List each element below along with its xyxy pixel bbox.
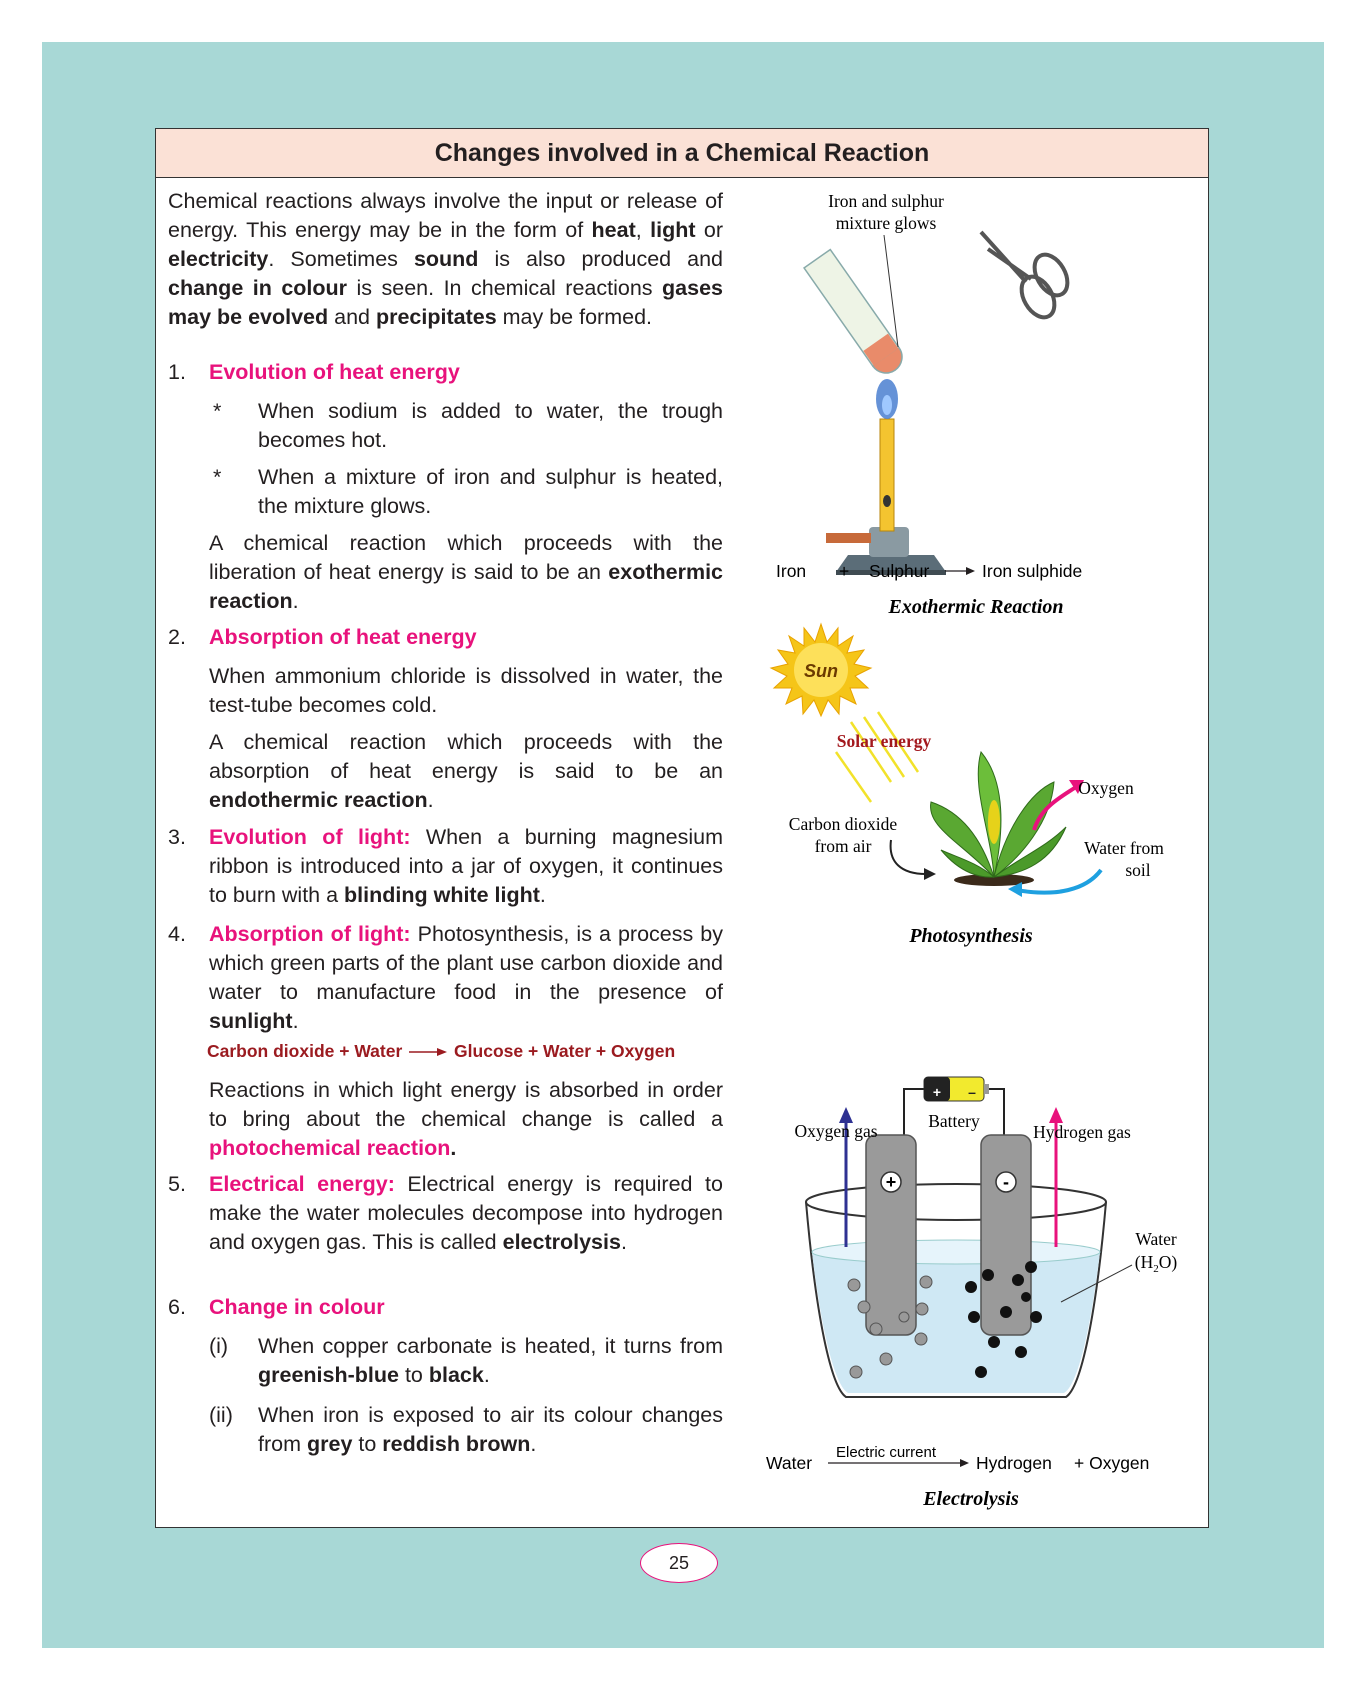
- plant-icon: [931, 752, 1066, 886]
- eq-product: Iron sulphide: [982, 561, 1083, 581]
- eq-plus: +: [839, 561, 850, 581]
- ammonium-chloride-text: When ammonium chloride is dissolved in water, the test-tube becomes cold.: [209, 664, 723, 717]
- electrolysis-figure: [766, 1067, 1206, 1527]
- photosynthesis-figure: [776, 612, 1206, 962]
- endothermic-definition: A chemical reaction which proceeds with the absorption of heat energy is said to be an endothermic reaction.: [209, 730, 723, 812]
- bullet-2: When a mixture of iron and sulphur is heated, the mixture glows.: [258, 465, 723, 518]
- arrow-icon: [407, 1046, 449, 1058]
- section-2-heading: Absorption of heat energy: [209, 625, 477, 649]
- solar-rays: [836, 712, 918, 802]
- item-i-label: (i): [209, 1334, 229, 1358]
- intro-paragraph: Chemical reactions always involve the input or release of energy. This energy may be in the form of heat, light or electricity. Sometimes sound is also produced and change in colour is seen. In chemical reactions gases may be evolved and precipitates may be formed.: [168, 189, 724, 329]
- oxygen-label: Oxygen: [1078, 778, 1134, 798]
- sun-label: Sun: [804, 661, 838, 681]
- item-ii: When iron is exposed to air its colour changes from grey to reddish brown.: [258, 1403, 723, 1456]
- wire-left: [904, 1089, 924, 1137]
- section-4: Absorption of light: Photosynthesis, is a process by which green parts of the plant use carbon dioxide and water to manufacture food in the presence of sunlight.: [209, 922, 724, 1033]
- section-3-number: 3.: [168, 825, 186, 849]
- section-4-number: 4.: [168, 922, 186, 946]
- page-number: 25: [640, 1543, 718, 1583]
- bullet: *: [213, 465, 222, 489]
- eq-hydrogen: Hydrogen: [976, 1453, 1052, 1473]
- section-5: Electrical energy: Electrical energy is required to make the water molecules decompose into hydrogen and oxygen gas. This is called electrolysis.: [209, 1172, 723, 1254]
- page-title: Changes involved in a Chemical Reaction: [156, 129, 1208, 178]
- bullet-1: When sodium is added to water, the trough becomes hot.: [258, 399, 723, 452]
- water-label: Water: [1135, 1229, 1177, 1249]
- test-tube: [804, 250, 908, 380]
- solar-energy-label: Solar energy: [836, 731, 932, 751]
- exothermic-definition: A chemical reaction which proceeds with the liberation of heat energy is said to be an exothermic reaction.: [209, 531, 723, 613]
- wire-right: [984, 1089, 1004, 1137]
- battery-icon: [924, 1077, 989, 1101]
- content-box: Changes involved in a Chemical Reaction Chemical reactions always involve the input or release of energy. This energy may be in the form of heat, light or electricity. Sometimes sound is also produced and change in colour is seen. In chemical reactions gases may be evolved and precipitates may be formed. 1. Evolution of heat energy * When sodium is added to water, the trough becomes hot. * When a mixture of iron and sulphur is heated, the mixture glows. A chemical reaction which proceeds with the liberation of heat energy is said to be an exothermic reaction. 2. Absorption of heat energy When ammonium chloride is dissolved in water, the test-tube becomes cold. A chemical reaction which proceeds with the absorption of heat energy is said to be an endothermic reaction. 3. Evolution of light: When a burning magnesium ribbon is introduced into a jar of oxygen, it continues to burn with a blinding white light. 4. Absorption of light: Photosynthesis, is a process by which green parts of the plant use carbon dioxide and water to manufacture food in the presence of sunlight. Carbon dioxide + Water Glucose + Water + Oxygen Reactions in which light energy is absorbed in order to bring about the chemical change is called a photochemical reaction. 5. Electrical energy: Electrical energy is required to make the water molecules decompose into hydrogen and oxygen gas. This is called electrolysis. 6. Change in colour (i) When copper carbonate is heated, it turns from greenish-blue to black. (ii) When iron is exposed to air its colour changes from grey to reddish brown. Iron and sulphur mixture glows Iron + Sulphur Iron sulphide Exothermic Reaction Sun Solar energy Oxygen Carbon dioxide from air Water from soil Photosynthesis + – Battery + - Oxygen gas Hydrogen gas Water $(H_2O)$ Water Electric current Hydrogen + Oxygen Electrolysis: [155, 128, 1209, 1528]
- battery-minus-sign: –: [968, 1084, 976, 1100]
- h2o-label: $(H_2O)$: [1134, 1252, 1178, 1275]
- anode: [866, 1135, 916, 1335]
- tongs-icon: [981, 232, 1031, 282]
- exothermic-figure: [776, 187, 1206, 618]
- section-3: Evolution of light: When a burning magnesium ribbon is introduced into a jar of oxygen, it continues to burn with a blinding white light.: [209, 825, 723, 907]
- eq-current: Electric current: [836, 1444, 937, 1461]
- eq-iron: Iron: [776, 561, 807, 581]
- battery-plus-sign: +: [932, 1084, 942, 1100]
- photochemical-definition: Reactions in which light energy is absorbed in order to bring about the chemical change is called a photochemical reaction.: [209, 1078, 723, 1160]
- fig3-caption: Electrolysis: [923, 1488, 1019, 1510]
- air-hole: [883, 495, 891, 507]
- fig1-label-line2: mixture glows: [835, 213, 937, 233]
- flame-inner: [882, 395, 892, 415]
- minus-sign: -: [1003, 1172, 1009, 1192]
- photosynthesis-equation: Carbon dioxide + Water Glucose + Water + Oxygen: [207, 1041, 676, 1061]
- plus-sign: +: [885, 1172, 897, 1192]
- co2-label-line1: Carbon dioxide: [788, 814, 898, 834]
- item-i: When copper carbonate is heated, it turns from greenish-blue to black.: [258, 1334, 723, 1387]
- fig1-label-line1: Iron and sulphur: [828, 191, 944, 211]
- figure-column: [766, 187, 1206, 1517]
- oxygen-gas-label: Oxygen gas: [794, 1121, 878, 1141]
- water-label-line2: soil: [1125, 860, 1151, 880]
- section-6-heading: Change in colour: [209, 1295, 385, 1319]
- fig1-caption: Exothermic Reaction: [888, 596, 1064, 618]
- burner-tube: [880, 419, 894, 531]
- item-ii-label: (ii): [209, 1403, 233, 1427]
- fig2-caption: Photosynthesis: [909, 925, 1033, 947]
- eq-water: Water: [766, 1453, 813, 1473]
- eq-sulphur: Sulphur: [869, 561, 930, 581]
- gas-tube: [826, 533, 871, 543]
- cathode: [981, 1135, 1031, 1335]
- co2-arrow: [891, 840, 926, 874]
- co2-label-line2: from air: [814, 836, 872, 856]
- section-5-number: 5.: [168, 1172, 186, 1196]
- hydrogen-gas-label: Hydrogen gas: [1033, 1122, 1131, 1142]
- bullet: *: [213, 399, 222, 423]
- section-1-heading: Evolution of heat energy: [209, 360, 460, 384]
- eq-oxygen: + Oxygen: [1074, 1453, 1150, 1473]
- water-label-line1: Water from: [1084, 838, 1164, 858]
- battery-label: Battery: [928, 1111, 980, 1131]
